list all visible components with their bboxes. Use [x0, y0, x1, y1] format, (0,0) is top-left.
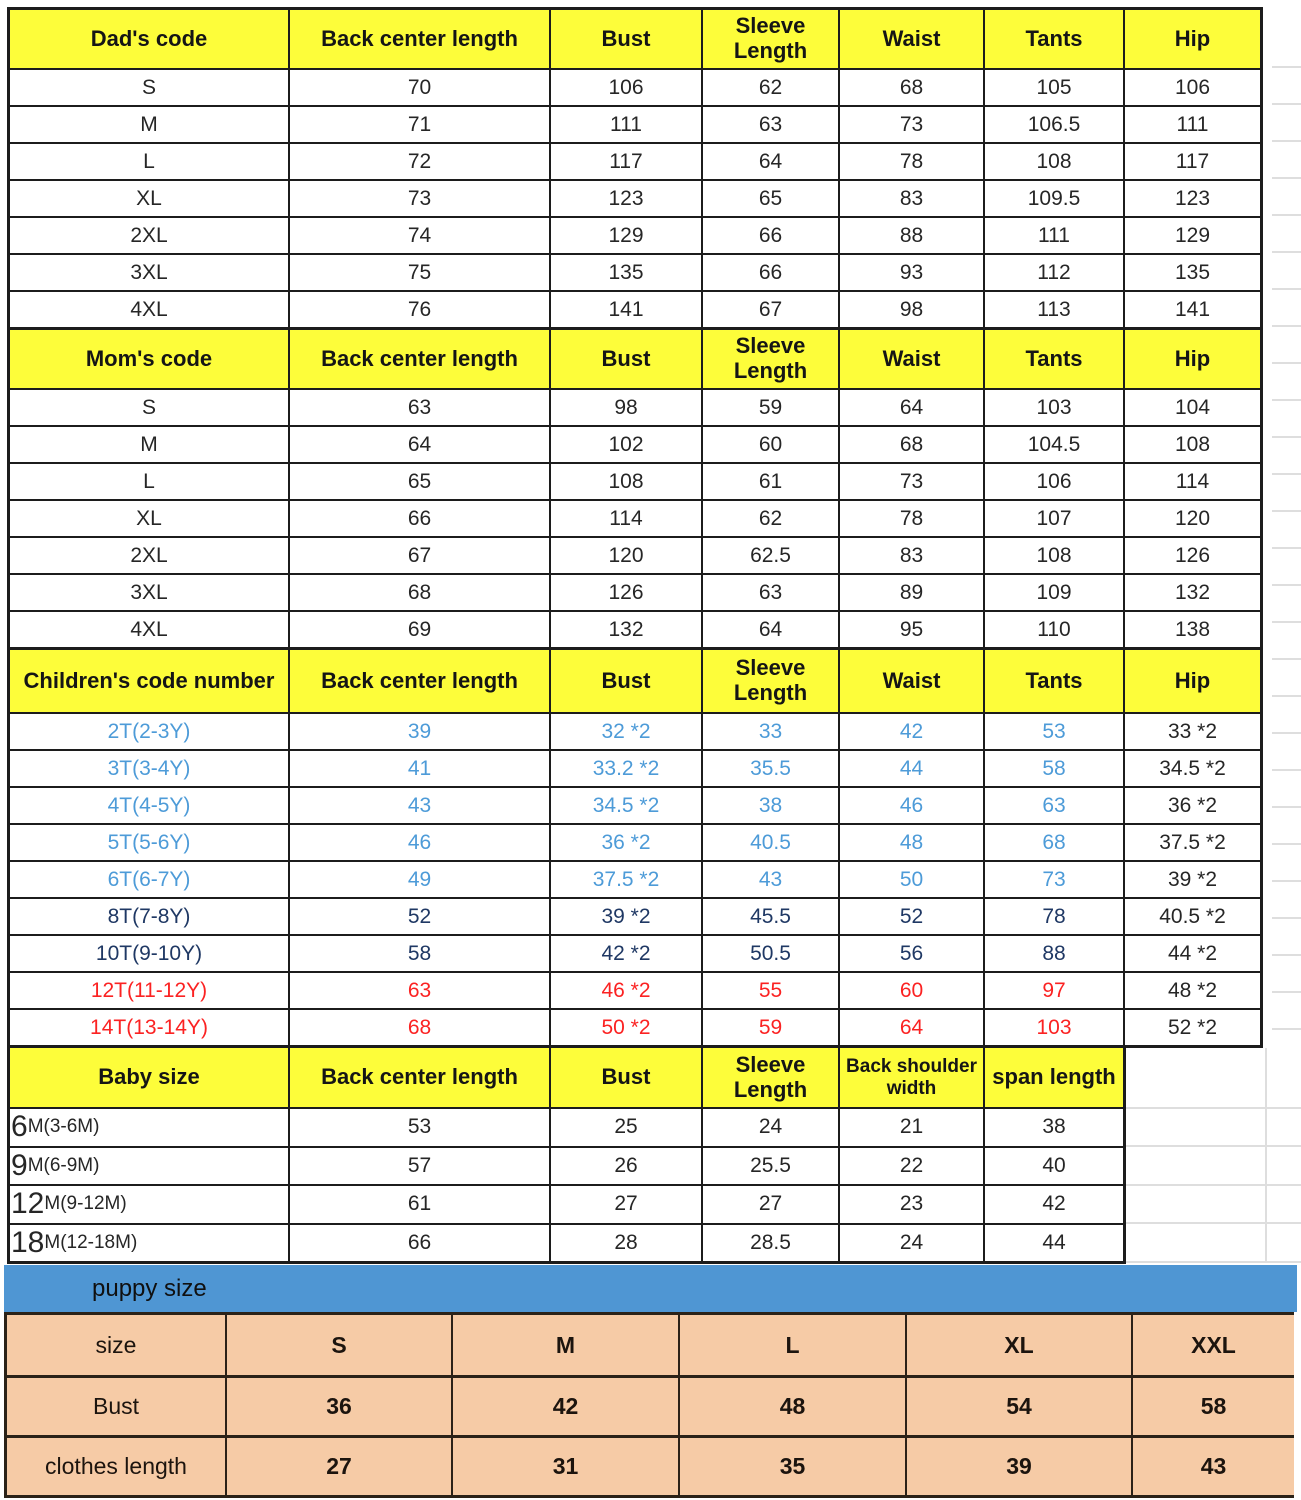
value-cell: 58	[983, 749, 1123, 786]
value-cell: 46	[288, 823, 549, 860]
value-cell: 65	[288, 462, 549, 499]
value-cell: 88	[838, 216, 983, 253]
value-cell: 56	[838, 934, 983, 971]
value-cell: 113	[983, 290, 1123, 327]
value-cell: 40.5	[701, 823, 838, 860]
baby-size-table	[7, 1048, 1126, 1264]
value-cell: 52	[838, 897, 983, 934]
value-cell: 35.5	[701, 749, 838, 786]
spreadsheet-gridline	[1126, 1107, 1301, 1109]
dad-size-table	[7, 7, 1263, 330]
mom-size-table	[7, 330, 1263, 650]
value-cell: 59	[701, 388, 838, 425]
value-cell: 24	[838, 1223, 983, 1262]
size-label-cell: 4T(4-5Y)	[10, 786, 288, 823]
value-cell: 39	[288, 712, 549, 749]
size-label-cell: 3XL	[10, 253, 288, 290]
value-cell: 63	[701, 573, 838, 610]
column-header: Hip	[1123, 10, 1260, 68]
value-cell: 34.5 *2	[549, 786, 701, 823]
column-header: Mom's code	[10, 330, 288, 388]
value-cell: 49	[288, 860, 549, 897]
value-cell: 27	[549, 1184, 701, 1223]
column-header: Back center length	[288, 1048, 549, 1107]
puppy-size-title: puppy size	[92, 1274, 207, 1302]
value-cell: 21	[838, 1107, 983, 1146]
value-cell: 38	[701, 786, 838, 823]
size-label-cell: M	[10, 105, 288, 142]
value-cell: 123	[549, 179, 701, 216]
value-cell: 42 *2	[549, 934, 701, 971]
value-cell: 44 *2	[1123, 934, 1260, 971]
size-label-cell: S	[10, 388, 288, 425]
column-header: Dad's code	[10, 10, 288, 68]
value-cell: 68	[838, 68, 983, 105]
size-label-cell: S	[10, 68, 288, 105]
value-cell: 105	[983, 68, 1123, 105]
value-cell: 95	[838, 610, 983, 647]
value-cell: 57	[288, 1146, 549, 1185]
value-cell: 42	[983, 1184, 1123, 1223]
value-cell: 132	[549, 610, 701, 647]
value-cell: 93	[838, 253, 983, 290]
value-cell: 52 *2	[1123, 1008, 1260, 1045]
value-cell: 63	[288, 388, 549, 425]
column-header: Sleeve Length	[701, 10, 838, 68]
value-cell: 83	[838, 536, 983, 573]
row-label-cell: clothes length	[7, 1435, 225, 1495]
column-header: Sleeve Length	[701, 1048, 838, 1107]
column-header: Hip	[1123, 650, 1260, 712]
column-header: XL	[905, 1315, 1131, 1375]
value-cell: 123	[1123, 179, 1260, 216]
value-cell: 33 *2	[1123, 712, 1260, 749]
value-cell: 60	[838, 971, 983, 1008]
column-header: Sleeve Length	[701, 650, 838, 712]
value-cell: 73	[983, 860, 1123, 897]
value-cell: 53	[288, 1107, 549, 1146]
value-cell: 46	[838, 786, 983, 823]
value-cell: 58	[1131, 1375, 1294, 1435]
value-cell: 43	[288, 786, 549, 823]
value-cell: 23	[838, 1184, 983, 1223]
value-cell: 42	[451, 1375, 678, 1435]
column-header: XXL	[1131, 1315, 1294, 1375]
value-cell: 120	[1123, 499, 1260, 536]
value-cell: 40	[983, 1146, 1123, 1185]
value-cell: 72	[288, 142, 549, 179]
value-cell: 44	[838, 749, 983, 786]
baby-size-number: 9	[11, 1148, 28, 1182]
value-cell: 75	[288, 253, 549, 290]
column-header: Tants	[983, 10, 1123, 68]
column-header: M	[451, 1315, 678, 1375]
size-label-cell: 10T(9-10Y)	[10, 934, 288, 971]
baby-size-range: M(12-18M)	[44, 1231, 138, 1253]
value-cell: 65	[701, 179, 838, 216]
value-cell: 68	[288, 573, 549, 610]
size-label-cell	[10, 1184, 288, 1223]
value-cell: 120	[549, 536, 701, 573]
value-cell: 78	[838, 499, 983, 536]
value-cell: 126	[549, 573, 701, 610]
value-cell: 37.5 *2	[1123, 823, 1260, 860]
value-cell: 66	[288, 499, 549, 536]
value-cell: 108	[983, 536, 1123, 573]
column-header: Bust	[549, 650, 701, 712]
value-cell: 33	[701, 712, 838, 749]
value-cell: 63	[701, 105, 838, 142]
spreadsheet-gridline-strip	[1272, 31, 1301, 1048]
column-header: S	[225, 1315, 451, 1375]
value-cell: 64	[838, 388, 983, 425]
value-cell: 22	[838, 1146, 983, 1185]
value-cell: 126	[1123, 536, 1260, 573]
size-label-cell: 6T(6-7Y)	[10, 860, 288, 897]
value-cell: 104	[1123, 388, 1260, 425]
value-cell: 53	[983, 712, 1123, 749]
value-cell: 31	[451, 1435, 678, 1495]
value-cell: 70	[288, 68, 549, 105]
size-label-cell: XL	[10, 499, 288, 536]
value-cell: 60	[701, 425, 838, 462]
value-cell: 33.2 *2	[549, 749, 701, 786]
value-cell: 108	[1123, 425, 1260, 462]
baby-size-number: 6	[11, 1110, 28, 1144]
value-cell: 114	[549, 499, 701, 536]
value-cell: 46 *2	[549, 971, 701, 1008]
value-cell: 24	[701, 1107, 838, 1146]
value-cell: 36	[225, 1375, 451, 1435]
value-cell: 27	[701, 1184, 838, 1223]
baby-size-range: M(9-12M)	[44, 1193, 127, 1215]
value-cell: 117	[549, 142, 701, 179]
value-cell: 107	[983, 499, 1123, 536]
column-header: Hip	[1123, 330, 1260, 388]
value-cell: 28	[549, 1223, 701, 1262]
value-cell: 69	[288, 610, 549, 647]
value-cell: 62.5	[701, 536, 838, 573]
size-label-cell: 14T(13-14Y)	[10, 1008, 288, 1045]
value-cell: 106	[1123, 68, 1260, 105]
baby-size-number: 12	[11, 1187, 45, 1221]
value-cell: 78	[838, 142, 983, 179]
value-cell: 64	[838, 1008, 983, 1045]
column-header: Children's code number	[10, 650, 288, 712]
value-cell: 39	[905, 1435, 1131, 1495]
column-header: Back center length	[288, 330, 549, 388]
column-header: Back center length	[288, 10, 549, 68]
value-cell: 98	[549, 388, 701, 425]
column-header: Waist	[838, 650, 983, 712]
value-cell: 66	[701, 253, 838, 290]
value-cell: 106	[983, 462, 1123, 499]
value-cell: 55	[701, 971, 838, 1008]
value-cell: 37.5 *2	[549, 860, 701, 897]
value-cell: 48	[838, 823, 983, 860]
value-cell: 48 *2	[1123, 971, 1260, 1008]
size-label-cell: XL	[10, 179, 288, 216]
value-cell: 73	[288, 179, 549, 216]
value-cell: 36 *2	[549, 823, 701, 860]
size-label-cell: M	[10, 425, 288, 462]
column-header: Waist	[838, 330, 983, 388]
column-header: Tants	[983, 330, 1123, 388]
value-cell: 108	[549, 462, 701, 499]
value-cell: 111	[549, 105, 701, 142]
column-header: Bust	[549, 1048, 701, 1107]
value-cell: 32 *2	[549, 712, 701, 749]
puppy-size-table	[4, 1312, 1294, 1498]
baby-size-range: M(3-6M)	[27, 1116, 100, 1138]
value-cell: 129	[1123, 216, 1260, 253]
value-cell: 98	[838, 290, 983, 327]
value-cell: 109	[983, 573, 1123, 610]
value-cell: 112	[983, 253, 1123, 290]
value-cell: 132	[1123, 573, 1260, 610]
value-cell: 64	[701, 142, 838, 179]
value-cell: 117	[1123, 142, 1260, 179]
column-header: Back center length	[288, 650, 549, 712]
size-label-cell: 3T(3-4Y)	[10, 749, 288, 786]
spreadsheet-gridline	[1126, 1145, 1301, 1147]
value-cell: 135	[1123, 253, 1260, 290]
value-cell: 135	[549, 253, 701, 290]
size-label-cell: size	[7, 1315, 225, 1375]
value-cell: 54	[905, 1375, 1131, 1435]
value-cell: 48	[678, 1375, 905, 1435]
value-cell: 28.5	[701, 1223, 838, 1262]
value-cell: 62	[701, 499, 838, 536]
size-label-cell: 12T(11-12Y)	[10, 971, 288, 1008]
spreadsheet-gridline	[1265, 1048, 1267, 1262]
value-cell: 36 *2	[1123, 786, 1260, 823]
value-cell: 74	[288, 216, 549, 253]
value-cell: 138	[1123, 610, 1260, 647]
value-cell: 67	[288, 536, 549, 573]
column-header: Tants	[983, 650, 1123, 712]
value-cell: 68	[288, 1008, 549, 1045]
row-label-cell: Bust	[7, 1375, 225, 1435]
value-cell: 66	[701, 216, 838, 253]
value-cell: 38	[983, 1107, 1123, 1146]
value-cell: 111	[983, 216, 1123, 253]
value-cell: 109.5	[983, 179, 1123, 216]
value-cell: 25.5	[701, 1146, 838, 1185]
value-cell: 58	[288, 934, 549, 971]
value-cell: 88	[983, 934, 1123, 971]
puppy-size-section-header	[4, 1265, 1297, 1312]
value-cell: 35	[678, 1435, 905, 1495]
baby-size-number: 18	[11, 1225, 45, 1259]
value-cell: 111	[1123, 105, 1260, 142]
children-size-table	[7, 650, 1263, 1048]
size-label-cell: 8T(7-8Y)	[10, 897, 288, 934]
size-label-cell	[10, 1223, 288, 1262]
value-cell: 97	[983, 971, 1123, 1008]
value-cell: 61	[701, 462, 838, 499]
value-cell: 78	[983, 897, 1123, 934]
size-label-cell: 2XL	[10, 536, 288, 573]
value-cell: 50 *2	[549, 1008, 701, 1045]
value-cell: 63	[288, 971, 549, 1008]
column-header: Bust	[549, 10, 701, 68]
value-cell: 25	[549, 1107, 701, 1146]
column-header: Sleeve Length	[701, 330, 838, 388]
value-cell: 103	[983, 1008, 1123, 1045]
value-cell: 34.5 *2	[1123, 749, 1260, 786]
size-label-cell: 5T(5-6Y)	[10, 823, 288, 860]
value-cell: 108	[983, 142, 1123, 179]
value-cell: 27	[225, 1435, 451, 1495]
value-cell: 103	[983, 388, 1123, 425]
value-cell: 71	[288, 105, 549, 142]
value-cell: 44	[983, 1223, 1123, 1262]
value-cell: 64	[701, 610, 838, 647]
value-cell: 39 *2	[549, 897, 701, 934]
value-cell: 73	[838, 462, 983, 499]
value-cell: 68	[838, 425, 983, 462]
value-cell: 110	[983, 610, 1123, 647]
value-cell: 43	[701, 860, 838, 897]
column-header: L	[678, 1315, 905, 1375]
value-cell: 106.5	[983, 105, 1123, 142]
column-header: Waist	[838, 10, 983, 68]
spreadsheet-gridline	[1126, 1261, 1301, 1263]
value-cell: 114	[1123, 462, 1260, 499]
column-header: span length	[983, 1048, 1123, 1107]
value-cell: 62	[701, 68, 838, 105]
size-label-cell: 2XL	[10, 216, 288, 253]
value-cell: 68	[983, 823, 1123, 860]
value-cell: 39 *2	[1123, 860, 1260, 897]
value-cell: 43	[1131, 1435, 1294, 1495]
value-cell: 40.5 *2	[1123, 897, 1260, 934]
value-cell: 89	[838, 573, 983, 610]
column-header: Back shoulder width	[838, 1048, 983, 1107]
value-cell: 102	[549, 425, 701, 462]
value-cell: 61	[288, 1184, 549, 1223]
value-cell: 63	[983, 786, 1123, 823]
value-cell: 45.5	[701, 897, 838, 934]
size-label-cell: 2T(2-3Y)	[10, 712, 288, 749]
value-cell: 50.5	[701, 934, 838, 971]
value-cell: 141	[549, 290, 701, 327]
size-label-cell: L	[10, 142, 288, 179]
value-cell: 64	[288, 425, 549, 462]
value-cell: 42	[838, 712, 983, 749]
value-cell: 67	[701, 290, 838, 327]
value-cell: 141	[1123, 290, 1260, 327]
size-label-cell	[10, 1146, 288, 1185]
column-header: Baby size	[10, 1048, 288, 1107]
value-cell: 73	[838, 105, 983, 142]
value-cell: 59	[701, 1008, 838, 1045]
value-cell: 26	[549, 1146, 701, 1185]
size-label-cell: 4XL	[10, 290, 288, 327]
value-cell: 41	[288, 749, 549, 786]
value-cell: 106	[549, 68, 701, 105]
value-cell: 104.5	[983, 425, 1123, 462]
size-label-cell: 4XL	[10, 610, 288, 647]
value-cell: 52	[288, 897, 549, 934]
spreadsheet-gridline	[1126, 1222, 1301, 1224]
spreadsheet-gridline	[1126, 1184, 1301, 1186]
size-label-cell: 3XL	[10, 573, 288, 610]
baby-size-range: M(6-9M)	[27, 1154, 100, 1176]
column-header: Bust	[549, 330, 701, 388]
size-label-cell	[10, 1107, 288, 1146]
value-cell: 50	[838, 860, 983, 897]
value-cell: 83	[838, 179, 983, 216]
size-label-cell: L	[10, 462, 288, 499]
value-cell: 76	[288, 290, 549, 327]
value-cell: 66	[288, 1223, 549, 1262]
value-cell: 129	[549, 216, 701, 253]
